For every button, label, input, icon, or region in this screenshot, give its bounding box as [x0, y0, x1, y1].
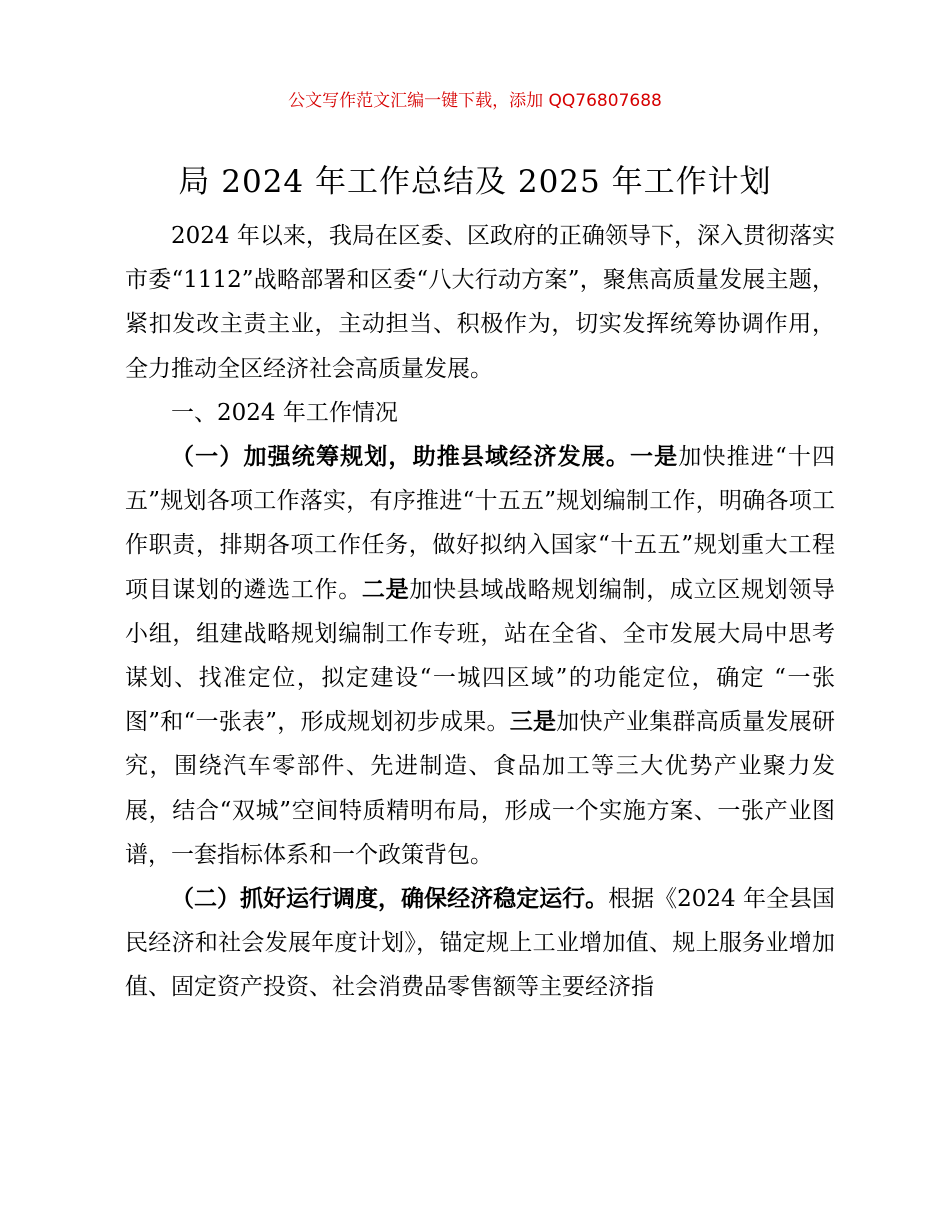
download-banner[interactable]: 公文写作范文汇编一键下载，添加 QQ76807688	[288, 91, 662, 111]
item-1-lead-1: 一是	[629, 444, 679, 471]
item-2-heading: （二）抓好运行调度，确保经济稳定运行。	[171, 886, 609, 913]
item-1-paragraph	[125, 435, 835, 877]
intro-paragraph: 2024 年以来，我局在区委、区政府的正确领导下，深入贯彻落实市委“1112”战略部署和区委“八大行动方案”，聚焦高质量发展主题，紧扣发改主责主业，主动担当、积极作为，切实发挥统筹协调作用，全力推动全区经济社会高质量发展。	[125, 223, 835, 382]
item-1-text-2: 加快县域战略规划编制，成立区规划领导小组，组建战略规划编制工作专班，站在全省、全市发展大局中思考谋划、找准定位，拟定建设“一城四区域”的功能定位，确定 “一张图”和“一张表”，形成规划初步成果。	[125, 576, 836, 736]
item-2-text: 根据《2024 年全县国民经济和社会发展年度计划》，锚定规上工业增加值、规上服务业增加值、固定资产投资、社会消费品零售额等主要经济指	[125, 886, 835, 1001]
item-2-paragraph	[125, 877, 835, 1010]
document-title: 局 2024 年工作总结及 2025 年工作计划	[178, 164, 772, 200]
item-1-heading: （一）加强统筹规划，助推县域经济发展。	[171, 444, 630, 471]
item-1-text-1: 加快推进“十四五”规划各项工作落实，有序推进“十五五”规划编制工作，明确各项工作职责，排期各项工作任务，做好拟纳入国家“十五五”规划重大工程项目谋划的遴选工作。	[125, 444, 836, 603]
section-heading-1: 一、2024 年工作情况	[171, 399, 398, 426]
item-1-lead-2: 二是	[361, 576, 410, 603]
item-1-lead-3: 三是	[509, 709, 557, 736]
item-1-text-3: 加快产业集群高质量发展研究，围绕汽车零部件、先进制造、食品加工等三大优势产业聚力发展，结合“双城”空间特质精明布局，形成一个实施方案、一张产业图谱，一套指标体系和一个政策背包。	[125, 709, 836, 868]
document-body	[125, 214, 835, 1010]
